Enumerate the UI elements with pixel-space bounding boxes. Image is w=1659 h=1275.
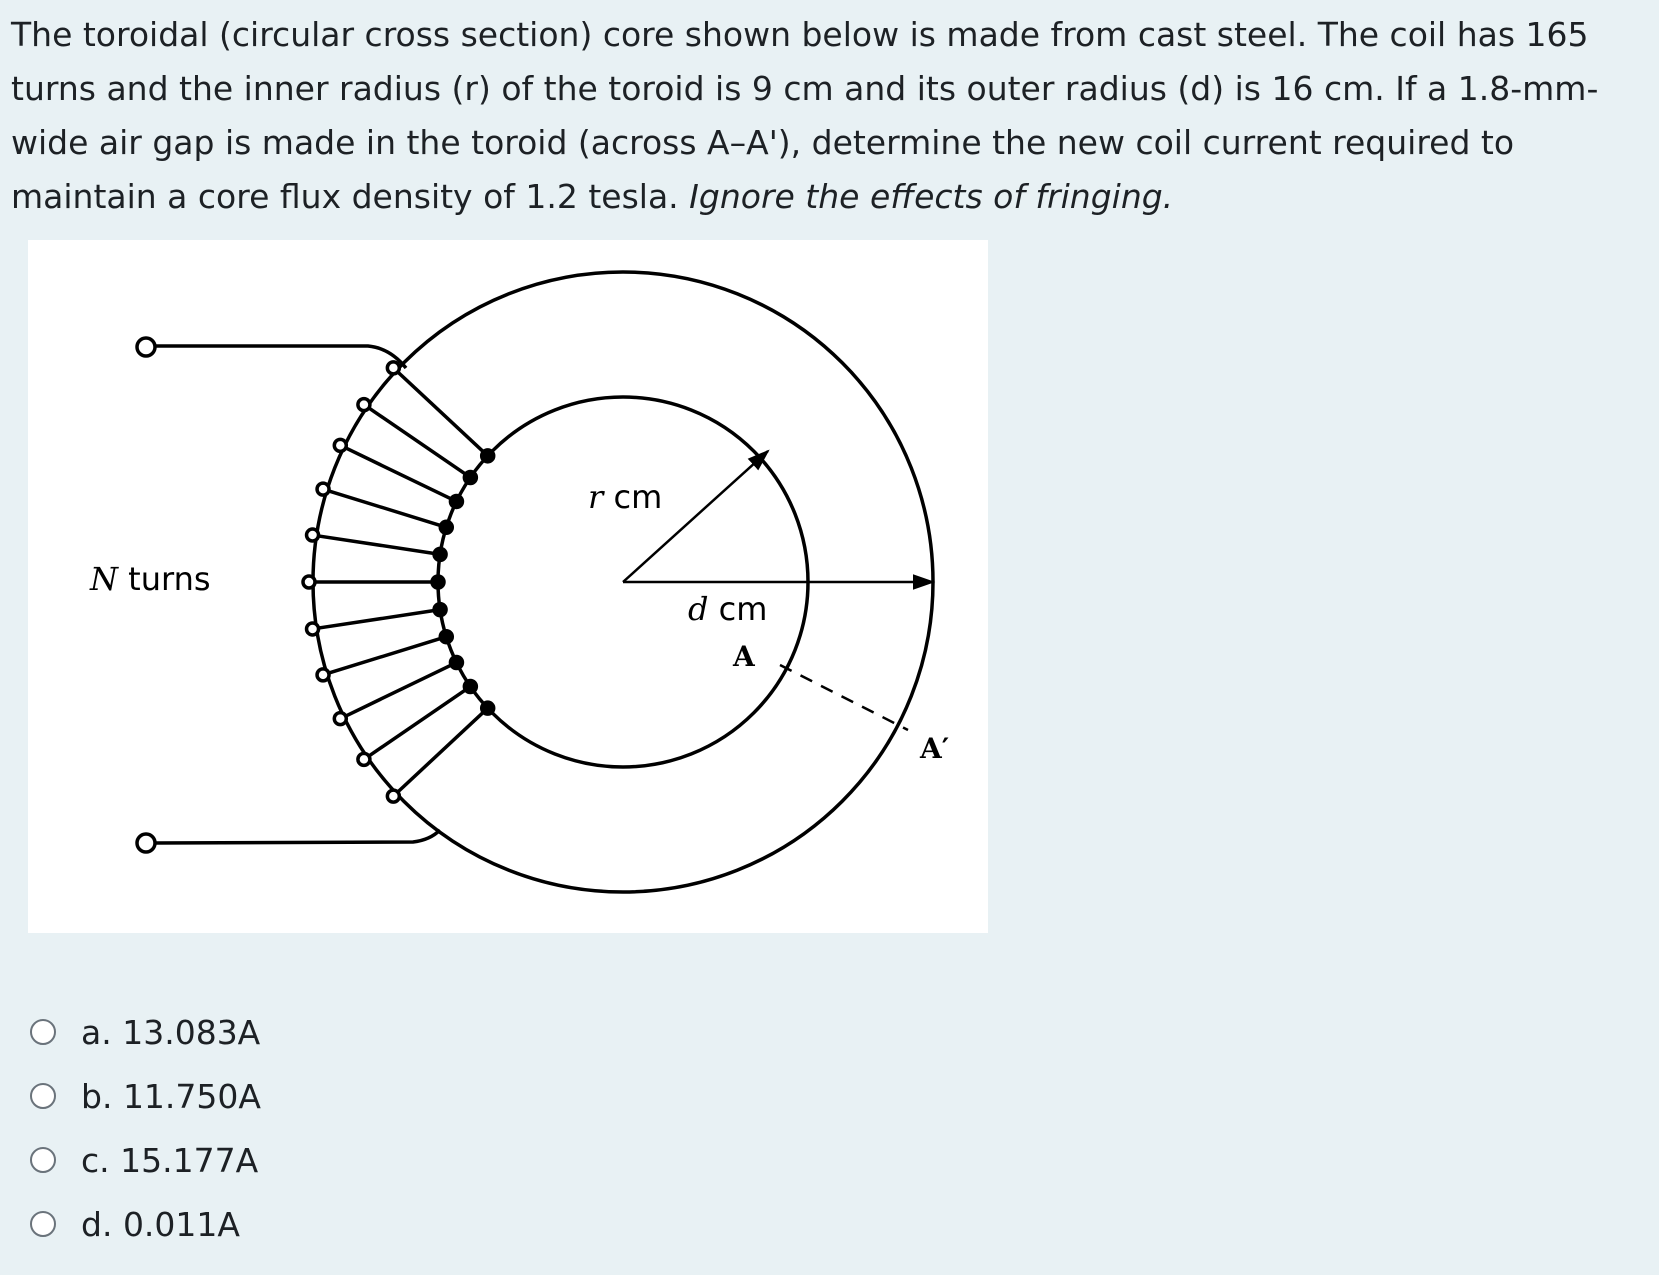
winding-knot <box>482 702 494 714</box>
winding-loop <box>387 790 399 802</box>
winding-knot <box>440 631 452 643</box>
winding-loop <box>334 439 346 451</box>
option-label: b. 11.750A <box>81 1076 261 1116</box>
winding-knot <box>482 450 494 462</box>
winding-turn <box>364 405 470 478</box>
d-label: d cm <box>688 590 768 628</box>
winding-turn <box>393 368 487 456</box>
radio-button[interactable] <box>30 1211 56 1237</box>
winding-knot <box>464 681 476 693</box>
winding-knot <box>434 604 446 616</box>
winding-loop <box>303 576 315 588</box>
winding-turn <box>340 445 456 501</box>
winding-loop <box>358 753 370 765</box>
winding-knot <box>450 657 462 669</box>
winding-turn <box>340 663 456 719</box>
winding-loop <box>317 669 329 681</box>
winding-turn <box>364 687 470 760</box>
r-label: r cm <box>588 478 663 516</box>
winding-knot <box>432 576 444 588</box>
dimension-lines <box>623 451 933 730</box>
point-a-label: A <box>733 640 755 673</box>
winding-loop <box>358 399 370 411</box>
winding-knot <box>440 521 452 533</box>
coil-windings <box>303 362 494 802</box>
point-a-prime-label: A′ <box>920 732 950 765</box>
winding-turn <box>313 535 441 554</box>
toroid-figure <box>28 240 988 933</box>
winding-loop <box>317 483 329 495</box>
n-turns-label: N turns <box>90 560 211 598</box>
option-b[interactable] <box>30 1064 261 1128</box>
radio-button[interactable] <box>30 1147 56 1173</box>
winding-loop <box>307 623 319 635</box>
question-note: Ignore the effects of fringing. <box>689 177 1174 216</box>
winding-turn <box>323 637 446 675</box>
option-label: d. 0.011A <box>81 1204 240 1244</box>
winding-knot <box>450 495 462 507</box>
bottom-terminal <box>137 834 155 852</box>
winding-turn <box>323 489 446 527</box>
r-arrow <box>623 451 768 582</box>
winding-knot <box>464 471 476 483</box>
winding-loop <box>334 713 346 725</box>
winding-knot <box>434 548 446 560</box>
air-gap-line <box>780 665 908 730</box>
radio-button[interactable] <box>30 1019 56 1045</box>
question-text <box>11 8 1646 224</box>
option-a[interactable] <box>30 1000 261 1064</box>
option-label: c. 15.177A <box>81 1140 259 1180</box>
winding-turn <box>393 708 487 796</box>
top-terminal <box>137 338 155 356</box>
option-label: a. 13.083A <box>81 1012 261 1052</box>
winding-loop <box>307 529 319 541</box>
answer-options <box>30 1000 261 1256</box>
option-c[interactable] <box>30 1128 261 1192</box>
winding-loop <box>387 362 399 374</box>
winding-turn <box>313 610 441 629</box>
question-body: The toroidal (circular cross section) core shown below is made from cast steel. The coil has 165 turns and the inner radius (r) of the toroid is 9 cm and its outer radius (d) is 16 cm. If a 1.8-mm-wide air gap is made in the toroid (across A–A'), determine the new coil current required to maintain a core flux density of 1.2 tesla. <box>11 15 1599 216</box>
option-d[interactable] <box>30 1192 261 1256</box>
top-lead <box>155 346 406 368</box>
bottom-lead <box>155 830 440 843</box>
radio-button[interactable] <box>30 1083 56 1109</box>
